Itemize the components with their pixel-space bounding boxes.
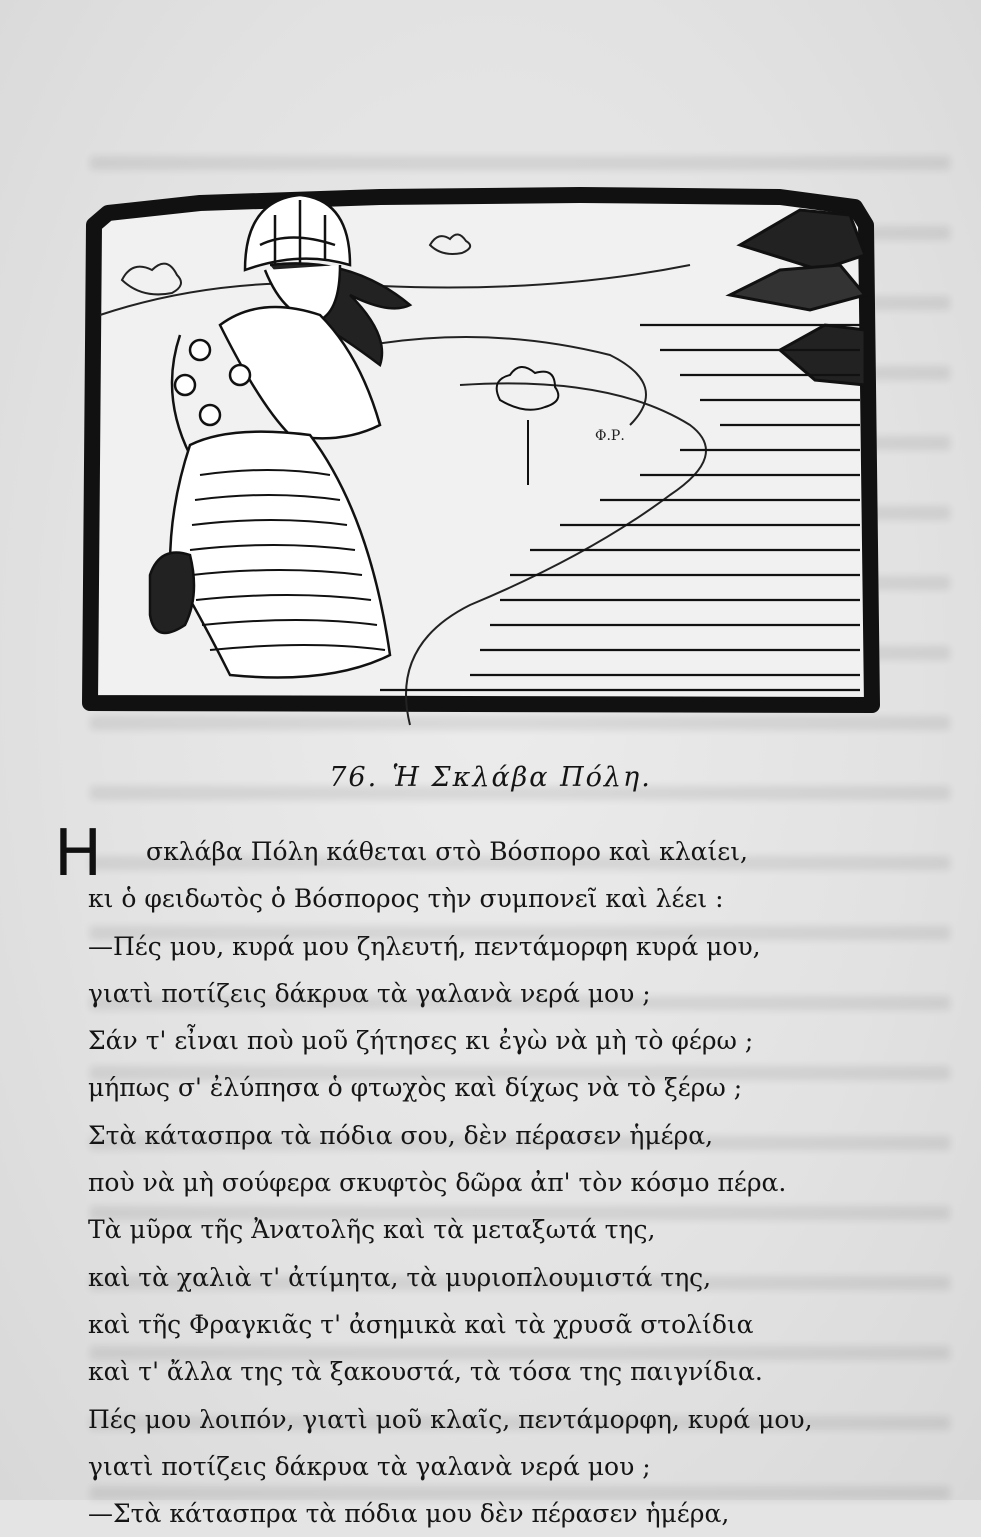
poem-line: γιατὶ ποτίζεις δάκρυα τὰ γαλανὰ νερά μου ; bbox=[88, 978, 651, 1008]
poem-line: καὶ τῆς Φραγκιᾶς τ' ἀσημικὰ καὶ τὰ χρυσᾶ στολίδια bbox=[88, 1309, 754, 1339]
drop-cap: Η bbox=[54, 817, 103, 891]
poem-heading bbox=[0, 762, 981, 793]
poem-line: κι ὁ φειδωτὸς ὁ Βόσπορος τὴν συμπονεῖ καὶ λέει : bbox=[88, 884, 724, 914]
poem-line: Πές μου λοιπόν, γιατὶ μοῦ κλαῖς, πεντάμορφη, κυρά μου, bbox=[88, 1404, 813, 1434]
poem-line: Σάν τ' εἶναι ποὺ μοῦ ζήτησες κι ἐγὼ νὰ μὴ τὸ φέρω ; bbox=[88, 1026, 754, 1056]
poem-line: σκλάβα Πόλη κάθεται στὸ Βόσπορο καὶ κλαίει, bbox=[146, 837, 748, 866]
poem-line: καὶ τὰ χαλιὰ τ' ἀτίμητα, τὰ μυριοπλουμιστά της, bbox=[88, 1262, 712, 1292]
poem-line: καὶ τ' ἄλλα της τὰ ξακουστά, τὰ τόσα της παιγνίδια. bbox=[88, 1357, 763, 1387]
poem-line: —Πές μου, κυρά μου ζηλευτή, πεντάμορφη κυρά μου, bbox=[88, 931, 761, 961]
poem-line: —Στὰ κάτασπρα τὰ πόδια μου δὲν πέρασεν ἡμέρα, bbox=[88, 1499, 730, 1529]
illustrator-signature: Φ.Ρ. bbox=[595, 428, 625, 444]
poem-body bbox=[88, 828, 878, 1537]
poem-line: μήπως σ' ἐλύπησα ὁ φτωχὸς καὶ δίχως νὰ τὸ ξέρω ; bbox=[88, 1073, 743, 1103]
woodcut-illustration bbox=[80, 185, 880, 715]
poem-line: γιατὶ ποτίζεις δάκρυα τὰ γαλανὰ νερά μου ; bbox=[88, 1451, 651, 1481]
poem-line: Τὰ μῦρα τῆς Ἀνατολῆς καὶ τὰ μεταξωτά της, bbox=[88, 1215, 656, 1245]
poem-title: Ἡ Σκλάβα Πόλη. bbox=[392, 762, 652, 793]
poem-number: 76. bbox=[329, 762, 379, 793]
poem-line: ποὺ νὰ μὴ σούφερα σκυφτὸς δῶρα ἀπ' τὸν κόσμο πέρα. bbox=[88, 1168, 787, 1198]
poem-line: Στὰ κάτασπρα τὰ πόδια σου, δὲν πέρασεν ἡμέρα, bbox=[88, 1120, 714, 1150]
